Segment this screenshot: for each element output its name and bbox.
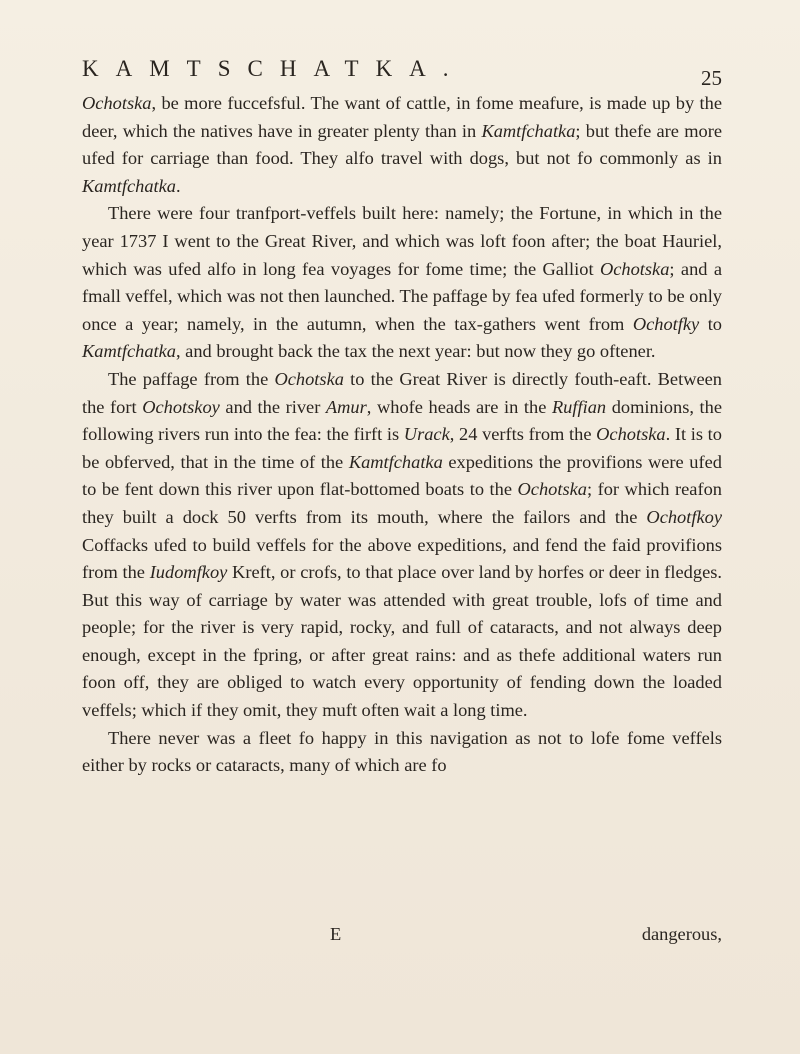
italic-term: Ochotfkoy xyxy=(646,506,722,527)
italic-term: Ruffian xyxy=(551,396,607,417)
text-run: and the river xyxy=(219,396,326,417)
text-run: . xyxy=(175,175,181,196)
text-run: There were four tranfport-veffels built here: namely; the Fortune, in which in the year 1737 I went to the Great River, and which was loft foon after; the boat Hauriel, which was ufed alfo in long fea voyages for fome time; the Galliot xyxy=(82,203,722,279)
italic-term: Ochotska xyxy=(596,424,666,445)
signature-mark: E xyxy=(330,924,342,944)
text-run: ; for which reafon they built a dock 50 verfts from its mouth, where the failors and the xyxy=(82,479,722,527)
text-run: ; but thefe are more ufed for carriage than food. They alfo travel with dogs, but not fo commonly as in xyxy=(82,120,722,169)
italic-term: Ochotska xyxy=(274,368,344,389)
text-run: , be more fuccefsful. The want of cattle, in fome meafure, is made up by the deer, which the natives have in greater plenty than in xyxy=(82,93,722,141)
text-run: Coffacks ufed to build veffels for the above expeditions, and fend the faid provifions from the xyxy=(82,534,722,583)
page-footer xyxy=(82,924,722,952)
paragraph xyxy=(82,366,722,725)
italic-term: Kamtfchatka xyxy=(82,341,176,362)
italic-term: Ochotska xyxy=(82,93,152,113)
page-number: 25 xyxy=(701,66,722,90)
catchword: dangerous, xyxy=(641,924,722,944)
running-head: KAMTSCHATKA. xyxy=(82,56,466,81)
italic-term: Ochotska xyxy=(517,479,587,500)
text-run: , whofe heads are in the xyxy=(366,396,552,417)
text-run: to xyxy=(699,313,722,334)
body-text xyxy=(82,90,722,780)
text-run: There never was a fleet fo happy in this navigation as not to lofe fome veffels either by rocks or cataracts, many of which are fo xyxy=(82,727,722,776)
text-run: , and brought back the tax the next year: but now they go oftener. xyxy=(175,341,656,362)
paragraph xyxy=(82,200,722,366)
italic-term: Kamtfchatka xyxy=(348,451,443,472)
text-run: . It is to be obferved, that in the time of the xyxy=(82,424,722,472)
italic-term: Ochotskoy xyxy=(142,396,220,417)
text-run: dominions, the following rivers run into the fea: the firft is xyxy=(82,396,723,445)
text-run: to the Great River is directly fouth-eaft. Between the fort xyxy=(82,368,722,417)
text-run: Kreft, or crofs, to that place over land by horfes or deer in fledges. But this way of carriage by water was attended with great trouble, lofs of time and people; for the river is very rapid, rocky, and full of cataracts, and not always deep enough, except in the fpring, or after great rains: and as thefe additional waters run foon off, they are obliged to watch every opportunity of fending down the loaded veffels; which if they omit, they muft often wait a long time. xyxy=(82,562,722,721)
italic-term: Iudomfkoy xyxy=(149,562,228,583)
italic-term: Kamtfchatka xyxy=(82,175,176,196)
paragraph xyxy=(82,725,722,780)
italic-term: Amur xyxy=(325,396,367,417)
text-run: ; and a fmall veffel, which was not then launched. The paffage by fea ufed formerly to be only once a year; namely, in the autumn, when the tax-gathers went from xyxy=(82,258,722,334)
text-run: The paffage from the xyxy=(108,368,275,389)
italic-term: Ochotska xyxy=(599,258,670,279)
italic-term: Ochotfky xyxy=(632,313,700,334)
text-run: expeditions the provifions were ufed to be fent down this river upon flat-bottomed boats to the xyxy=(82,451,722,500)
italic-term: Urack xyxy=(403,424,450,445)
paragraph xyxy=(82,90,722,200)
text-run: , 24 verfts from the xyxy=(449,424,597,445)
italic-term: Kamtfchatka xyxy=(481,120,576,141)
